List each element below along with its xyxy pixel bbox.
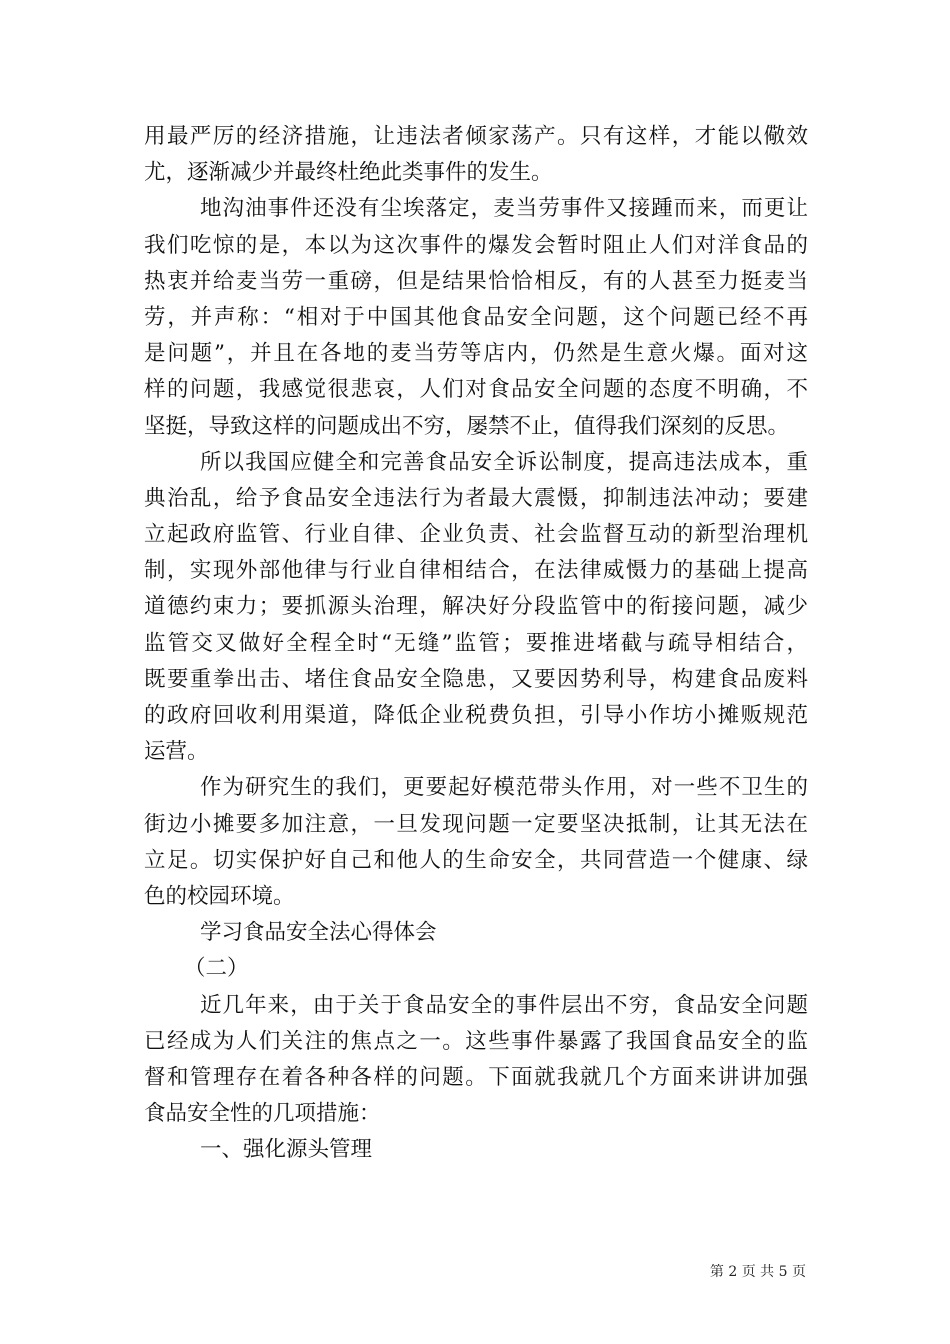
text-line: 地沟油事件还没有尘埃落定，麦当劳事件又接踵而来，而更让 — [200, 196, 808, 222]
subsection-heading — [144, 1132, 808, 1168]
paragraph — [144, 445, 808, 771]
text-line: 街边小摊要多加注意，一旦发现问题一定要坚决抵制，让其无法在 — [144, 811, 808, 837]
text-line: 坚挺，导致这样的问题成出不穷，屡禁不止，值得我们深刻的反思。 — [144, 413, 790, 439]
text-line: 食品安全性的几项措施： — [144, 1101, 381, 1127]
text-line: 热衷并给麦当劳一重磅，但是结果恰恰相反，有的人甚至力挺麦当 — [144, 268, 808, 294]
paragraph — [144, 988, 808, 1133]
paragraph — [144, 191, 808, 444]
text-line: 所以我国应健全和完善食品安全诉讼制度，提高违法成本，重 — [200, 449, 808, 475]
text-line: 是问题”，并且在各地的麦当劳等店内，仍然是生意火爆。面对这 — [144, 341, 808, 367]
section-title — [144, 915, 808, 951]
page-number: 第 2 页 共 5 页 — [709, 1264, 806, 1280]
text-line: 我们吃惊的是，本以为这次事件的爆发会暂时阻止人们对洋食品的 — [144, 232, 808, 258]
text-line: 的政府回收利用渠道，降低企业税费负担，引导小作坊小摊贩规范 — [144, 703, 808, 728]
section-subtitle — [144, 951, 808, 987]
text-line: 学习食品安全法心得体会 — [200, 920, 437, 946]
text-line: 一、强化源头管理 — [200, 1137, 373, 1163]
text-line: 道德约束力；要抓源头治理，解决好分段监管中的衔接问题，减少 — [144, 594, 808, 620]
text-line: 督和管理存在着各种各样的问题。下面就我就几个方面来讲讲加强 — [144, 1064, 808, 1090]
text-line: 既要重拳出击、堵住食品安全隐患，又要因势利导，构建食品废料 — [144, 666, 808, 692]
text-line: 尤，逐渐减少并最终杜绝此类事件的发生。 — [144, 160, 553, 186]
text-line: 监管交叉做好全程全时“无缝”监管；要推进堵截与疏导相结合， — [144, 630, 808, 656]
text-line: 样的问题，我感觉很悲哀，人们对食品安全问题的态度不明确，不 — [144, 377, 808, 403]
text-line: 运营。 — [144, 739, 209, 765]
text-line: 劳，并声称：“相对于中国其他食品安全问题，这个问题已经不再 — [144, 304, 808, 330]
text-line: 立起政府监管、行业自律、企业负责、社会监督互动的新型治理机 — [144, 522, 808, 548]
text-line: 用最严厉的经济措施，让违法者倾家荡产。只有这样，才能以儆效 — [144, 124, 808, 149]
text-line: 作为研究生的我们，更要起好模范带头作用，对一些不卫生的 — [200, 775, 808, 801]
text-line: 近几年来，由于关于食品安全的事件层出不穷，食品安全问题 — [200, 992, 808, 1018]
document-body — [144, 119, 808, 1168]
text-line: 立足。切实保护好自己和他人的生命安全，共同营造一个健康、绿 — [144, 847, 808, 873]
text-line: （二） — [184, 956, 249, 982]
text-line: 已经成为人们关注的焦点之一。这些事件暴露了我国食品安全的监 — [144, 1028, 808, 1054]
text-line: 典治乱，给予食品安全违法行为者最大震慑，抑制违法冲动；要建 — [144, 485, 808, 511]
paragraph — [144, 119, 808, 191]
paragraph — [144, 770, 808, 915]
text-line: 色的校园环境。 — [144, 883, 295, 909]
text-line: 制，实现外部他律与行业自律相结合，在法律威慑力的基础上提高 — [144, 558, 808, 584]
